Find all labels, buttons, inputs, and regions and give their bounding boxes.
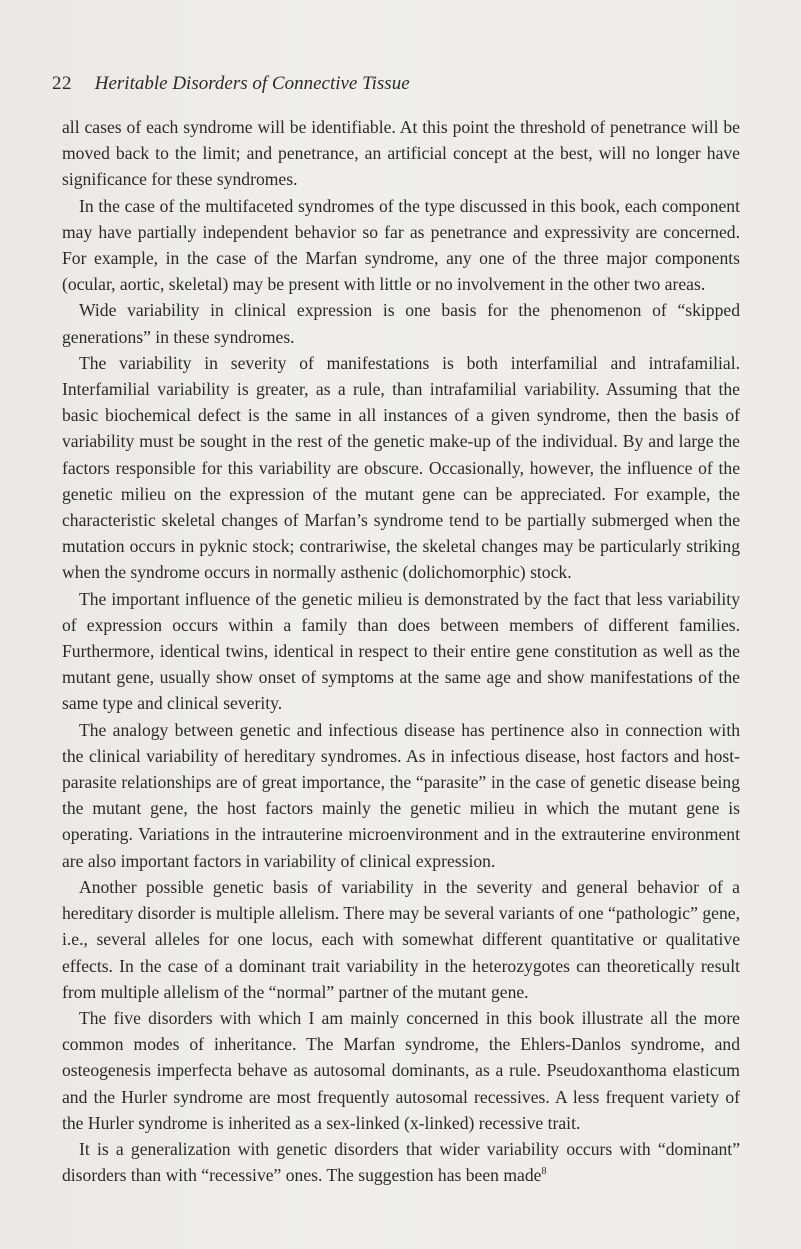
paragraph: The variability in severity of manifestations is both interfamilial and intrafamilial. Interfamilial variability is greater, as a rule, than intrafamilial variability. Assuming that the basic biochemical defect is the same in all instances of a given syndrome, then the basis of variability must be sought in the rest of the genetic make-up of the individual. By and large the factors responsible for this variability are obscure. Occasionally, however, the influence of the genetic milieu on the expression of the mutant gene can be appreciated. For example, the characteristic skeletal changes of Marfan’s syndrome tend to be partially submerged when the mutation occurs in pyknic stock; contrariwise, the skeletal changes may be particularly striking when the syndrome occurs in normally asthenic (dolichomorphic) stock.: [62, 352, 740, 583]
paragraph: all cases of each syndrome will be identifiable. At this point the threshold of penetrance will be moved back to the limit; and penetrance, an artificial concept at the best, will no longer have significance for these syndromes.: [62, 117, 740, 190]
page-header: [52, 72, 752, 96]
paragraph: In the case of the multifaceted syndromes of the type discussed in this book, each component may have partially independent behavior so far as penetrance and expressivity are concerned. For example, in the case of the Marfan syndrome, any one of the three major components (ocular, aortic, skeletal) may be present with little or no involvement in the other two areas.: [62, 195, 740, 295]
paragraph: The five disorders with which I am mainly concerned in this book illustrate all the more common modes of inheritance. The Marfan syndrome, the Ehlers-Danlos syndrome, and osteogenesis imperfecta behave as autosomal dominants, as a rule. Pseudoxanthoma elasticum and the Hurler syndrome are most frequently autosomal recessives. A less frequent variety of the Hurler syndrome is inherited as a sex-linked (x-linked) recessive trait.: [62, 1007, 740, 1133]
paragraph-text: It is a generalization with genetic disorders that wider variability occurs with “dominant” disorders than with “recessive” ones. The suggestion has been made: [62, 1138, 740, 1186]
page-number: 22: [52, 73, 72, 94]
body-text: [62, 114, 740, 1188]
running-title: Heritable Disorders of Connective Tissue: [94, 73, 410, 94]
paragraph: Another possible genetic basis of variability in the severity and general behavior of a hereditary disorder is multiple allelism. There may be several variants of one “pathologic” gene, i.e., several alleles for one locus, each with somewhat different quantitative or qualitative effects. In the case of a dominant trait variability in the heterozygotes can theoretically result from multiple allelism of the “normal” partner of the mutant gene.: [62, 876, 740, 1002]
footnote-reference: 8: [541, 1166, 547, 1178]
paragraph: The important influence of the genetic milieu is demonstrated by the fact that less variability of expression occurs within a family than does between members of different families. Furthermore, identical twins, identical in respect to their entire gene constitution as well as the mutant gene, usually show onset of symptoms at the same age and show manifestations of the same type and clinical severity.: [62, 588, 740, 714]
paragraph: The analogy between genetic and infectious disease has pertinence also in connection with the clinical variability of hereditary syndromes. As in infectious disease, host factors and host-parasite relationships are of great importance, the “parasite” in the case of genetic disease being the mutant gene, the host factors mainly the genetic milieu in which the mutant gene is operating. Variations in the intrauterine microenvironment and in the extrauterine environment are also important factors in variability of clinical expression.: [62, 719, 740, 871]
paragraph-last: [62, 1136, 740, 1188]
paragraph: Wide variability in clinical expression is one basis for the phenomenon of “skipped generations” in these syndromes.: [62, 300, 740, 347]
